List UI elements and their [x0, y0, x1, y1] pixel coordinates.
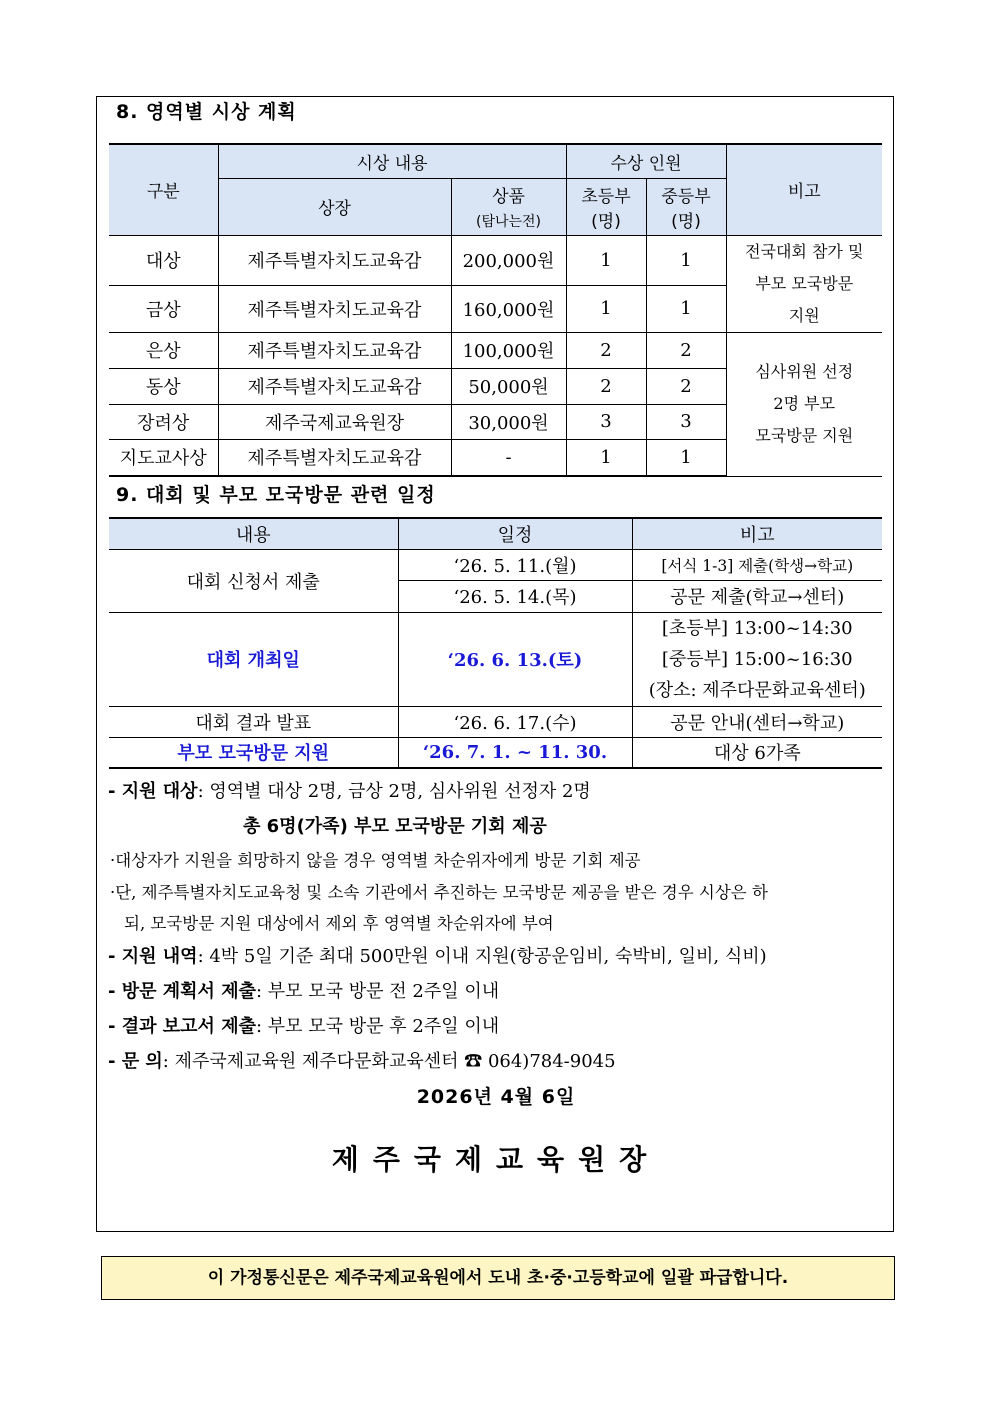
- row-prize: 160,000원: [451, 286, 566, 332]
- row-middle: 1: [646, 286, 726, 332]
- support-detail-text: : 4박 5일 기준 최대 500만원 이내 지원(항공운임비, 숙박비, 일비, 식비): [197, 946, 767, 967]
- row-elementary: 1: [566, 439, 646, 476]
- event-note-3: (장소: 제주다문화교육센터): [648, 679, 866, 701]
- support-bullet-2a: ·단, 제주특별자치도교육청 및 소속 기관에서 추진하는 모국방문 제공을 받은 경우 시상은 하: [110, 883, 768, 902]
- elementary-unit: (명): [591, 211, 621, 232]
- support-bullet-2b: 되, 모국방문 지원 대상에서 제외 후 영역별 차순위자에 부여: [124, 914, 554, 933]
- contact-label: - 문 의: [108, 1051, 163, 1072]
- prize-sub-label: (탐나는전): [475, 214, 542, 230]
- row-category: 장려상: [109, 404, 218, 439]
- support-detail-label: - 지원 내역: [108, 946, 198, 967]
- row-elementary: 2: [566, 368, 646, 404]
- contact: [108, 1047, 616, 1073]
- result-report-label: - 결과 보고서 제출: [108, 1016, 256, 1037]
- support-detail: [108, 942, 767, 968]
- row-prize: 50,000원: [451, 368, 566, 404]
- row-middle: 2: [646, 368, 726, 404]
- header-prize: [451, 178, 566, 235]
- header-middle: [646, 178, 726, 235]
- row-elementary: 2: [566, 332, 646, 368]
- row-elementary: 1: [566, 235, 646, 286]
- section-8-title: 8. 영역별 시상 계획: [116, 101, 297, 123]
- apply-note-1: [서식 1-3] 제출(학생→학교): [632, 549, 882, 580]
- header-elementary: [566, 178, 646, 235]
- table-row: [109, 706, 882, 737]
- row-prize: 100,000원: [451, 332, 566, 368]
- remark-bottom-line3: 모국방문 지원: [755, 426, 854, 445]
- event-notes: [632, 612, 882, 706]
- event-note-2: [중등부] 15:00~16:30: [661, 648, 853, 670]
- row-middle: 1: [646, 439, 726, 476]
- visit-plan-text: : 부모 모국 방문 전 2주일 이내: [256, 981, 500, 1002]
- visit-plan: [108, 977, 499, 1003]
- header-remarks: 비고: [632, 518, 882, 549]
- remark-bottom-line2: 2명 부모: [773, 394, 836, 413]
- support-target-text: : 영역별 대상 2명, 금상 2명, 심사위원 선정자 2명: [197, 781, 591, 802]
- row-certificate: 제주특별자치도교육감: [218, 235, 451, 286]
- remark-top-line3: 지원: [788, 305, 820, 325]
- contact-text: : 제주국제교육원 제주다문화교육센터 ☎ 064)784-9045: [162, 1051, 616, 1072]
- visit-date: ‘26. 7. 1. ~ 11. 30.: [398, 737, 632, 768]
- result-note: 공문 안내(센터→학교): [632, 706, 882, 737]
- document-date: 2026년 4월 6일: [416, 1086, 576, 1108]
- remark-top: [726, 235, 882, 332]
- header-remarks: 비고: [726, 144, 882, 235]
- distribution-banner: 이 가정통신문은 제주국제교육원에서 도내 초·중·고등학교에 일괄 파급합니다.: [101, 1256, 895, 1300]
- table-row: [109, 235, 882, 286]
- header-schedule: 일정: [398, 518, 632, 549]
- row-category: 은상: [109, 332, 218, 368]
- prize-label: 상품: [492, 187, 525, 207]
- row-category: 대상: [109, 235, 218, 286]
- row-prize: 30,000원: [451, 404, 566, 439]
- header-category: 구분: [109, 144, 218, 235]
- row-middle: 2: [646, 332, 726, 368]
- visit-label: 부모 모국방문 지원: [109, 737, 398, 768]
- section-9-title: 9. 대회 및 부모 모국방문 관련 일정: [116, 484, 436, 506]
- visit-plan-label: - 방문 계획서 제출: [108, 981, 256, 1002]
- table-row: [109, 737, 882, 768]
- event-label: 대회 개최일: [109, 612, 398, 706]
- elementary-label: 초등부: [581, 186, 631, 207]
- row-middle: 1: [646, 235, 726, 286]
- header-content: 내용: [109, 518, 398, 549]
- support-target-label: - 지원 대상: [108, 781, 198, 802]
- row-certificate: 제주특별자치도교육감: [218, 439, 451, 476]
- row-certificate: 제주특별자치도교육감: [218, 368, 451, 404]
- row-certificate: 제주국제교육원장: [218, 404, 451, 439]
- remark-top-line1: 전국대회 참가 및: [745, 241, 864, 261]
- apply-note-2: 공문 제출(학교→센터): [632, 580, 882, 612]
- support-bullet-1: ·대상자가 지원을 희망하지 않을 경우 영역별 차순위자에게 방문 기회 제공: [110, 851, 641, 870]
- visit-note: 대상 6가족: [632, 737, 882, 768]
- header-award-content: 시상 내용: [218, 144, 566, 178]
- middle-unit: (명): [671, 211, 701, 232]
- table-row: [109, 549, 882, 580]
- remark-bottom-line1: 심사위원 선정: [755, 362, 854, 381]
- support-total: 총 6명(가족) 부모 모국방문 기회 제공: [243, 816, 547, 837]
- result-label: 대회 결과 발표: [109, 706, 398, 737]
- result-report-text: : 부모 모국 방문 후 2주일 이내: [256, 1016, 500, 1037]
- table-row: [109, 332, 882, 368]
- result-date: ‘26. 6. 17.(수): [398, 706, 632, 737]
- apply-label: 대회 신청서 제출: [109, 549, 398, 612]
- row-category: 지도교사상: [109, 439, 218, 476]
- row-category: 동상: [109, 368, 218, 404]
- row-prize: -: [451, 439, 566, 476]
- schedule-table: [109, 517, 882, 769]
- apply-date-2: ‘26. 5. 14.(목): [398, 580, 632, 612]
- row-certificate: 제주특별자치도교육감: [218, 332, 451, 368]
- row-elementary: 3: [566, 404, 646, 439]
- result-report: [108, 1012, 499, 1038]
- header-certificate: 상장: [218, 178, 451, 235]
- row-category: 금상: [109, 286, 218, 332]
- row-certificate: 제주특별자치도교육감: [218, 286, 451, 332]
- award-plan-table: [109, 143, 882, 477]
- header-winners: 수상 인원: [566, 144, 726, 178]
- table-row: [109, 612, 882, 706]
- remark-top-line2: 부모 모국방문: [755, 273, 854, 293]
- event-note-1: [초등부] 13:00~14:30: [661, 617, 853, 639]
- signer-title: 제주국제교육원장: [331, 1143, 661, 1176]
- row-middle: 3: [646, 404, 726, 439]
- row-prize: 200,000원: [451, 235, 566, 286]
- support-target: [108, 777, 591, 803]
- remark-bottom: [726, 332, 882, 476]
- apply-date-1: ‘26. 5. 11.(월): [398, 549, 632, 580]
- middle-label: 중등부: [661, 186, 711, 207]
- row-elementary: 1: [566, 286, 646, 332]
- event-date: ‘26. 6. 13.(토): [398, 612, 632, 706]
